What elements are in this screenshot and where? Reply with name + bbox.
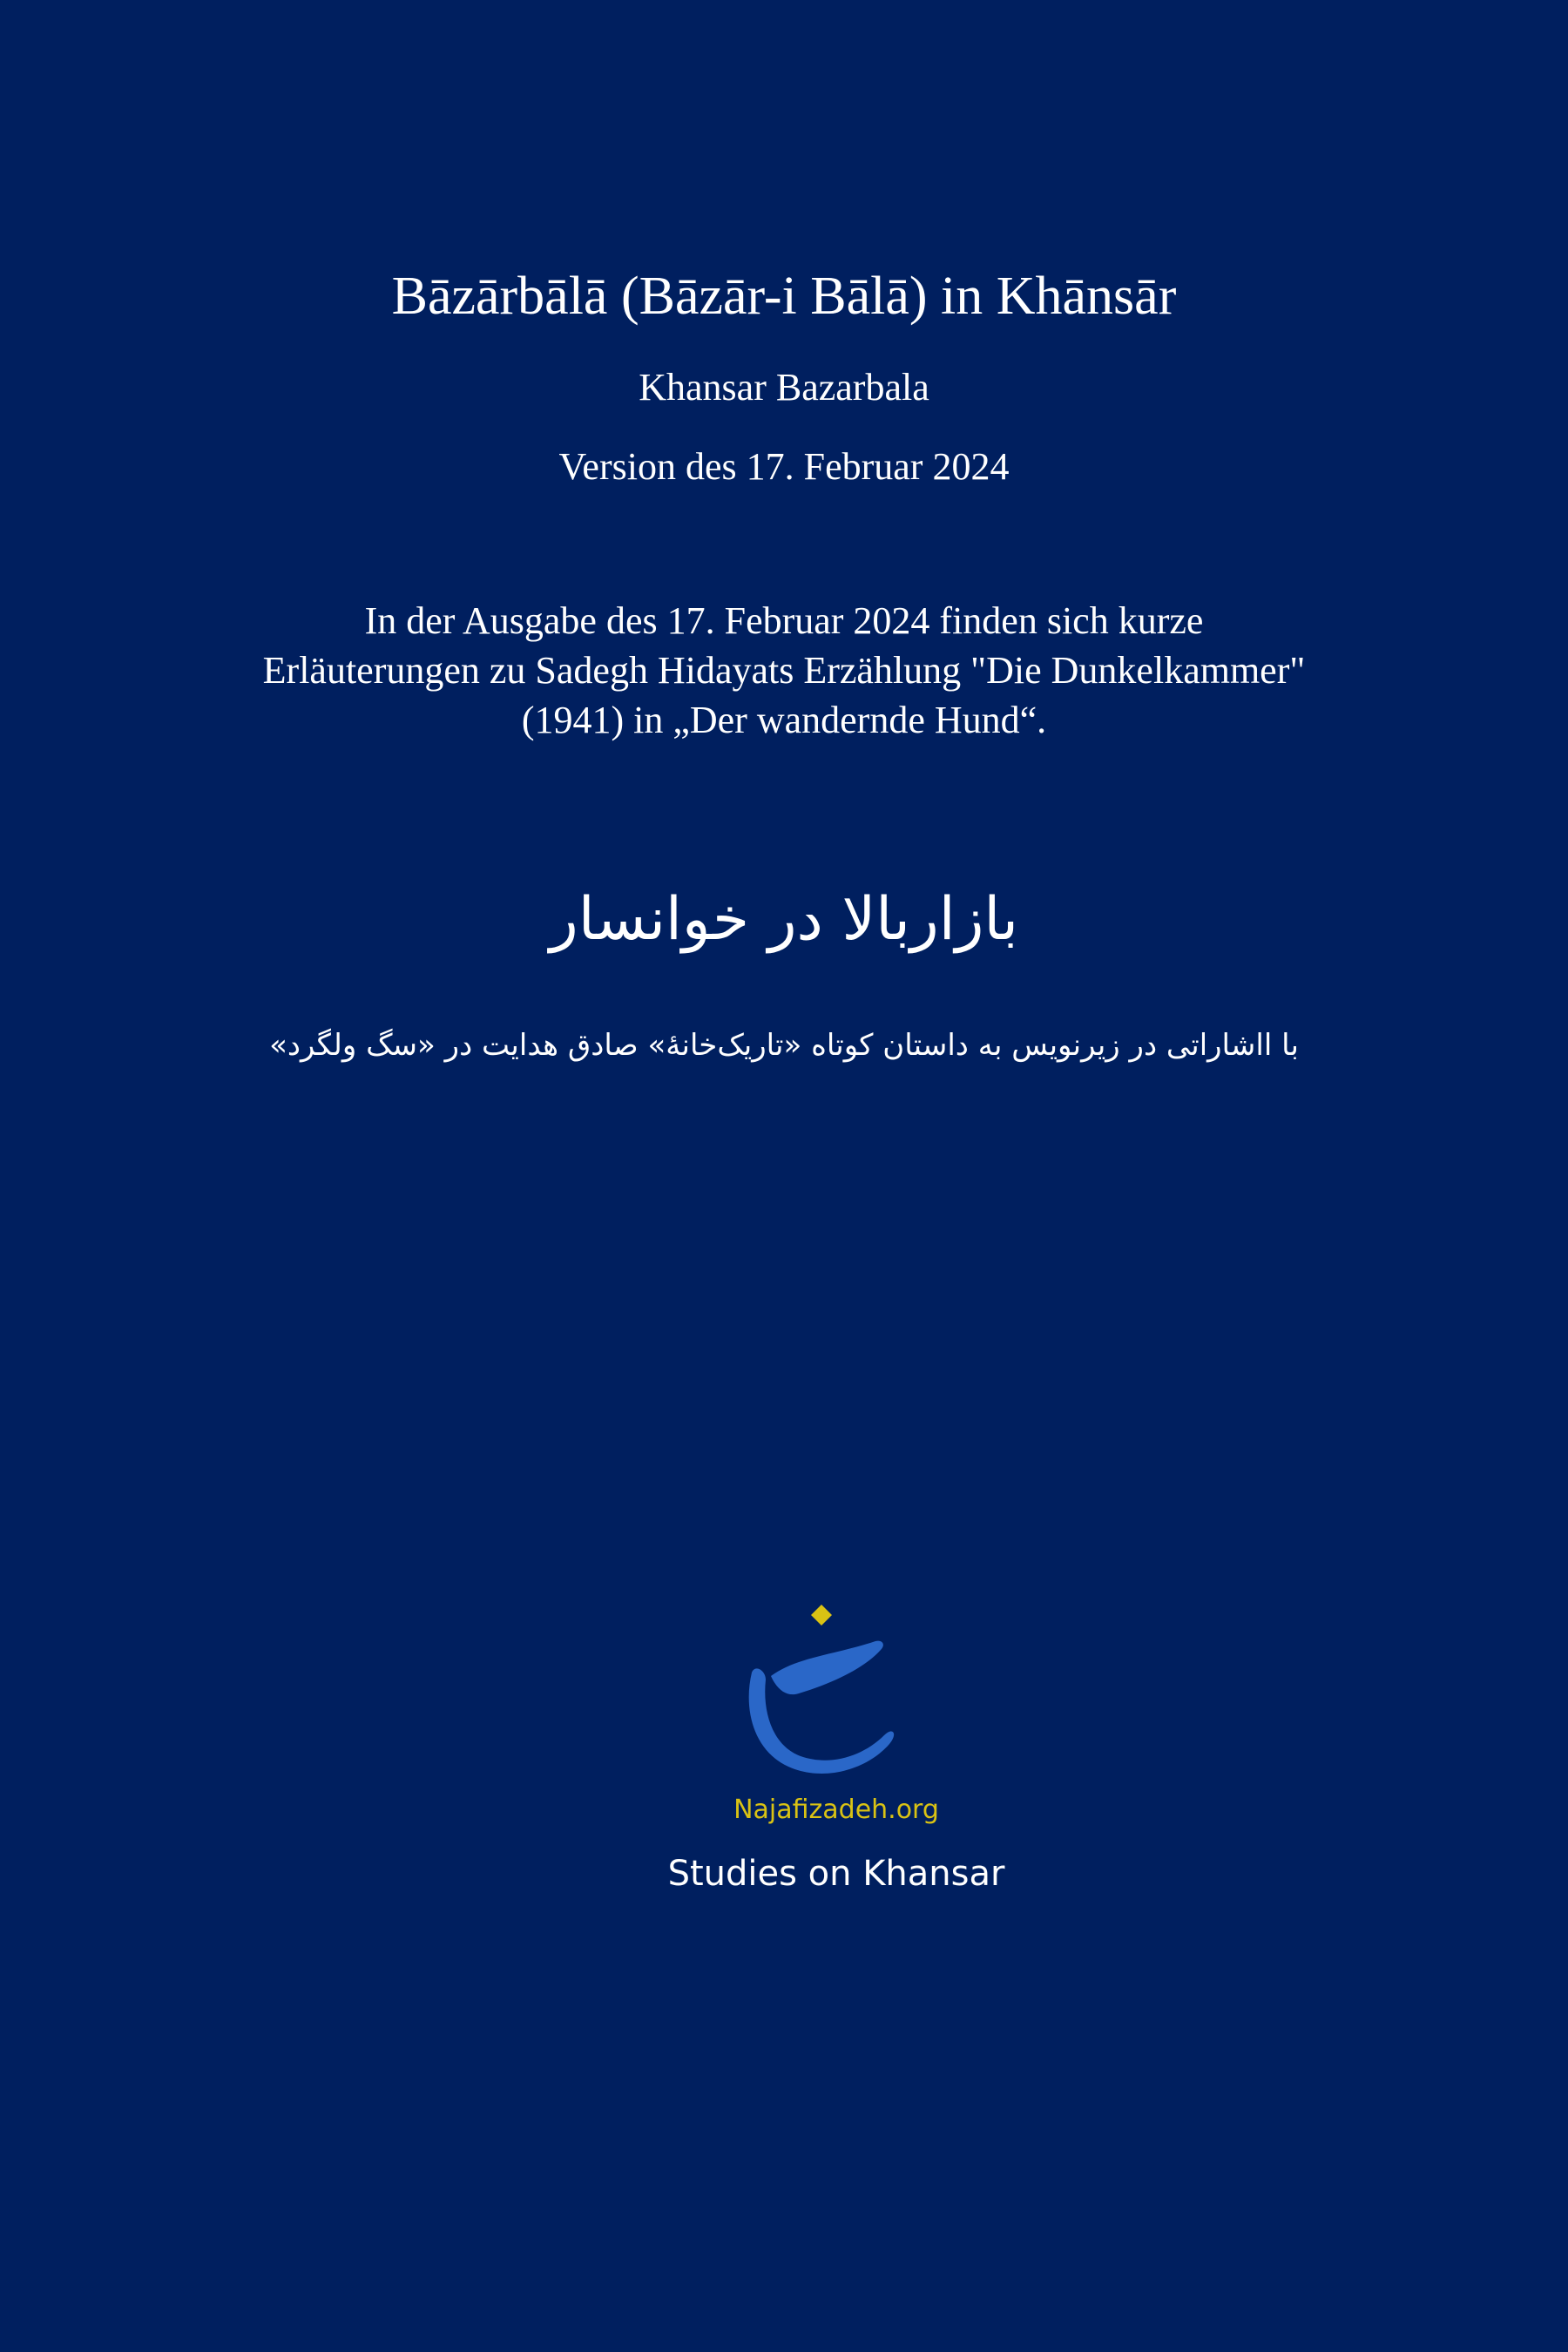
document-title: Bāzārbālā (Bāzār-i Bālā) in Khānsār: [391, 267, 1177, 326]
persian-subtitle: با ااشاراتی در زیرنویس به داستان کوتاه «تاریک‌خانهٔ» صادق هدایت در «سگ ولگرد»: [269, 1028, 1299, 1063]
description-paragraph: In der Ausgabe des 17. Februar 2024 finden sich kurze Erläuterungen zu Sadegh Hidayats Erzählung "Die Dunkelkammer" (1941) in „Der wandernde Hund“.: [262, 599, 1306, 741]
logo-site-label: Najafizadeh.org: [733, 1794, 939, 1825]
persian-title: بازاربالا در خوانسار: [549, 885, 1019, 954]
logo-dot-icon: [811, 1605, 832, 1625]
version-line: Version des 17. Februar 2024: [558, 445, 1010, 488]
logo-upper-stroke-icon: [771, 1641, 883, 1695]
document-subtitle: Khansar Bazarbala: [639, 366, 929, 409]
logo-tagline: Studies on Khansar: [667, 1854, 1005, 1894]
khe-calligraphy-logo-icon: [736, 1596, 945, 1796]
